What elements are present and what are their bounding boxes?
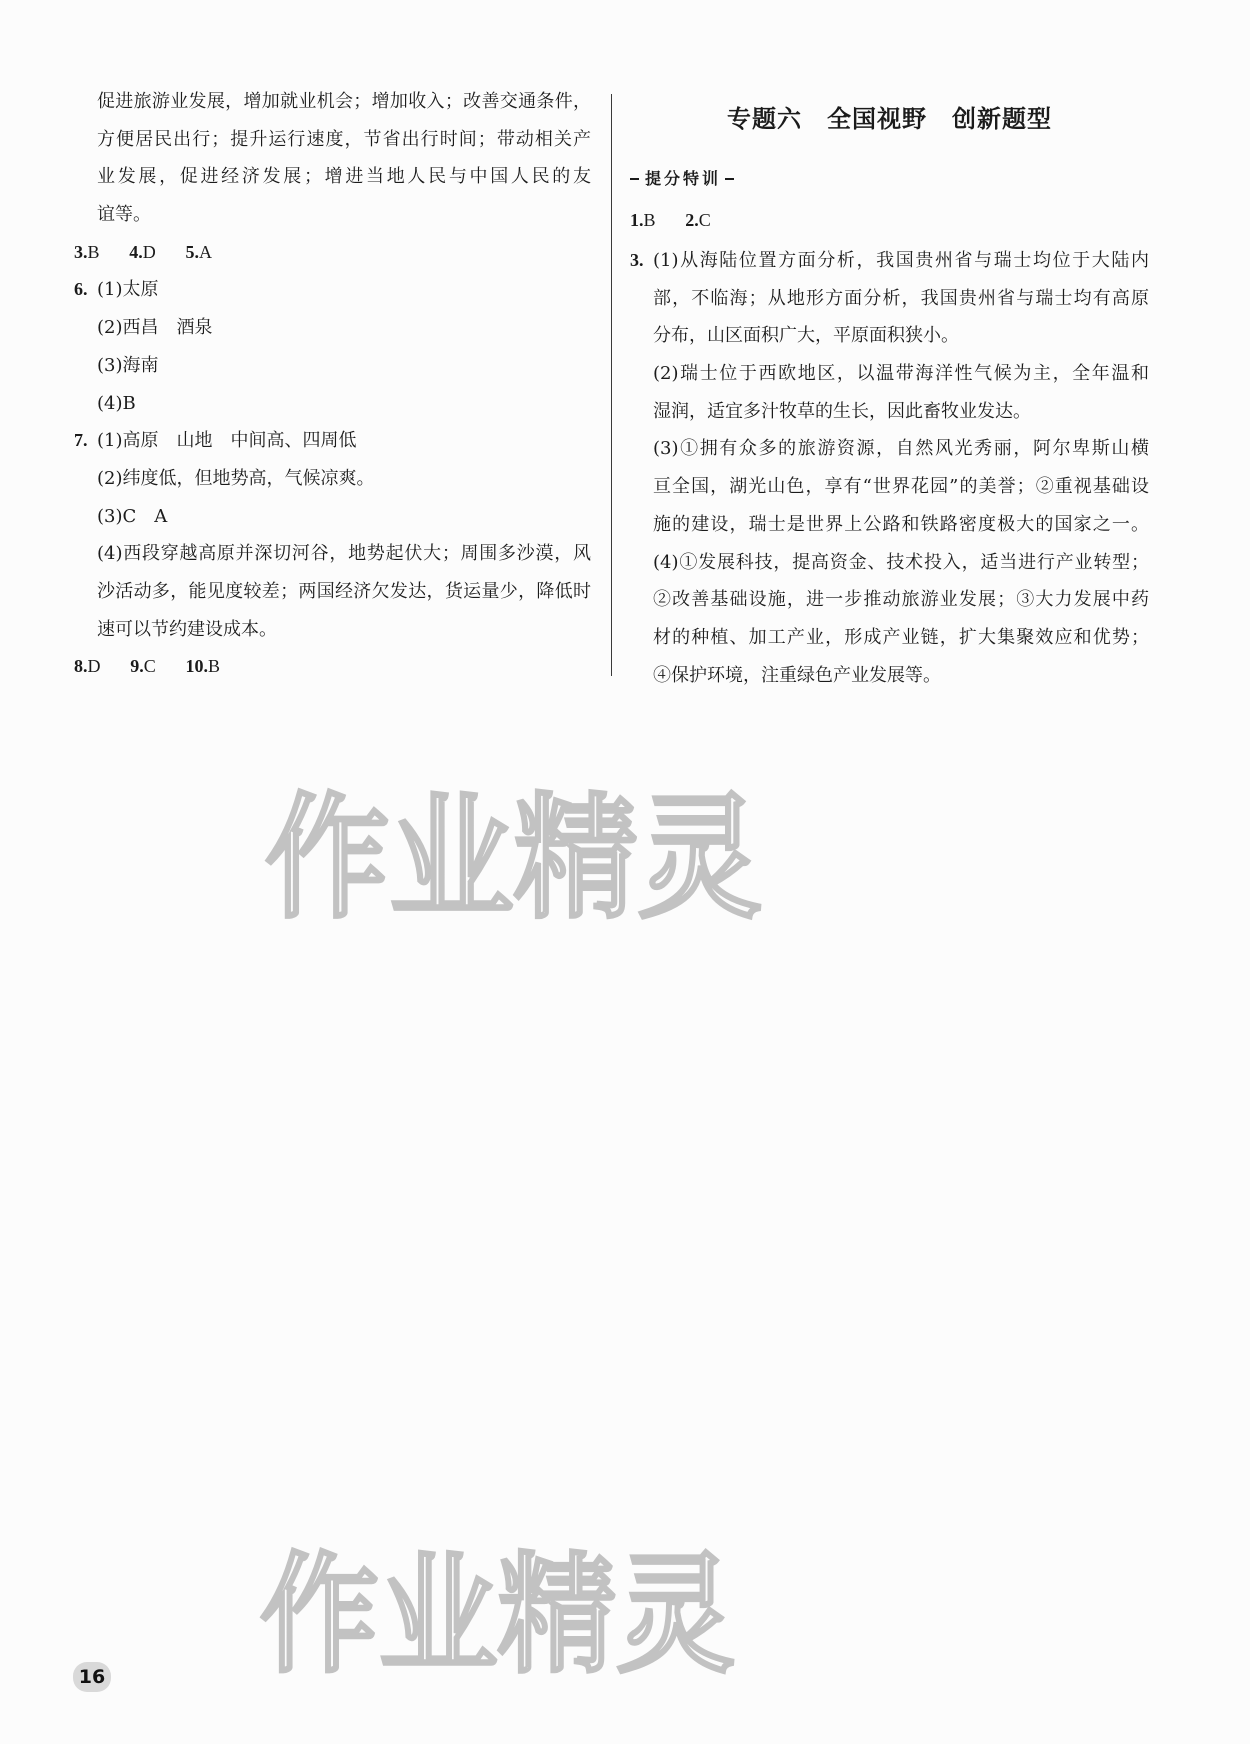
q7-line: 沙活动多，能见度较差；两国经济欠发达，货运量少，降低时: [97, 580, 591, 602]
answer-5: 5.A: [185, 241, 212, 262]
label-dash-left: [630, 178, 639, 180]
q3-line: 材的种植、加工产业，形成产业链，扩大集聚效应和优势；: [653, 626, 1149, 648]
q6-line: [74, 271, 591, 309]
watermark-top: 作业精灵: [265, 780, 762, 937]
answer-3: 3.B: [74, 241, 100, 262]
label-dash-right: [725, 178, 734, 180]
q7-part-3: (3)C A: [97, 505, 168, 527]
answer-10: 10.B: [185, 656, 220, 677]
q3-number: 3.: [630, 250, 644, 270]
continued-answer-line: 促进旅游业发展，增加就业机会；增加收入；改善交通条件，: [97, 91, 591, 112]
left-column: [74, 83, 591, 686]
q3-line: (4)①发展科技，提高资金、技术投入，适当进行产业转型；: [653, 551, 1149, 573]
q3-line: 部，不临海；从地形方面分析，我国贵州省与瑞士均有高原: [653, 287, 1149, 309]
q3-line: 湿润，适宜多汁牧草的生长，因此畜牧业发达。: [653, 400, 1031, 422]
q7-number: 7.: [74, 430, 88, 451]
answers-8-10: [74, 648, 591, 686]
q6-part-1: (1)太原: [97, 279, 159, 301]
q3-line: (2)瑞士位于西欧地区，以温带海洋性气候为主，全年温和: [653, 363, 1149, 385]
column-divider: [611, 94, 612, 676]
continued-answer-line: 业发展，促进经济发展；增进当地人民与中国人民的友: [97, 166, 591, 188]
continued-answer-line: 方便居民出行；提升运行速度，节省出行时间；带动相关产: [97, 128, 591, 150]
q3-line: [630, 242, 1149, 280]
q3-line: ②改善基础设施，进一步推动旅游业发展；③大力发展中药: [653, 589, 1149, 611]
answers-3-5: [74, 234, 591, 272]
q6-number: 6.: [74, 279, 88, 300]
q3-text: (1)从海陆位置方面分析，我国贵州省与瑞士均位于大陆内: [653, 250, 1149, 271]
right-column-q3: [630, 242, 1149, 694]
answer-8: 8.D: [74, 656, 101, 677]
q6-line: [74, 309, 591, 347]
q3-line: (3)①拥有众多的旅游资源，自然风光秀丽，阿尔卑斯山横: [653, 438, 1149, 460]
q6-part-2: (2)西昌 酒泉: [97, 317, 213, 339]
q6-part-4: (4)B: [97, 392, 136, 414]
q7-part-1: (1)高原 山地 中间高、四周低: [97, 430, 357, 452]
q3-line: ④保护环境，注重绿色产业发展等。: [653, 664, 941, 686]
watermark-bottom: 作业精灵: [260, 1539, 735, 1691]
section-title: 专题六 全国视野 创新题型: [727, 105, 1052, 133]
q7-line: [74, 422, 591, 460]
q6-line: [74, 347, 591, 385]
continued-answer-line: 谊等。: [97, 204, 151, 226]
q7-part-2: (2)纬度低，但地势高，气候凉爽。: [97, 467, 375, 489]
answer-1: 1.B: [630, 210, 656, 230]
subsection-label-text: 提分特训: [645, 169, 722, 188]
q7-line: [74, 460, 591, 498]
answer-2: 2.C: [685, 210, 711, 230]
answer-9: 9.C: [130, 656, 156, 677]
q3-line: 施的建设，瑞士是世界上公路和铁路密度极大的国家之一。: [653, 513, 1149, 535]
q6-part-3: (3)海南: [97, 354, 159, 376]
q7-line: (4)西段穿越高原并深切河谷，地势起伏大；周围多沙漠，风: [97, 543, 591, 565]
answer-4: 4.D: [129, 241, 156, 262]
q7-line: [74, 498, 591, 536]
q6-line: [74, 385, 591, 423]
q7-line: 速可以节约建设成本。: [97, 618, 277, 640]
q3-line: 亘全国，湖光山色，享有“世界花园”的美誉；②重视基础设: [653, 476, 1149, 498]
q3-line: 分布，山区面积广大，平原面积狭小。: [653, 325, 959, 347]
answers-1-2: [630, 202, 1149, 240]
subsection-label: [630, 166, 734, 192]
right-answers-row: [630, 202, 1149, 240]
page-number: 16: [73, 1662, 111, 1692]
